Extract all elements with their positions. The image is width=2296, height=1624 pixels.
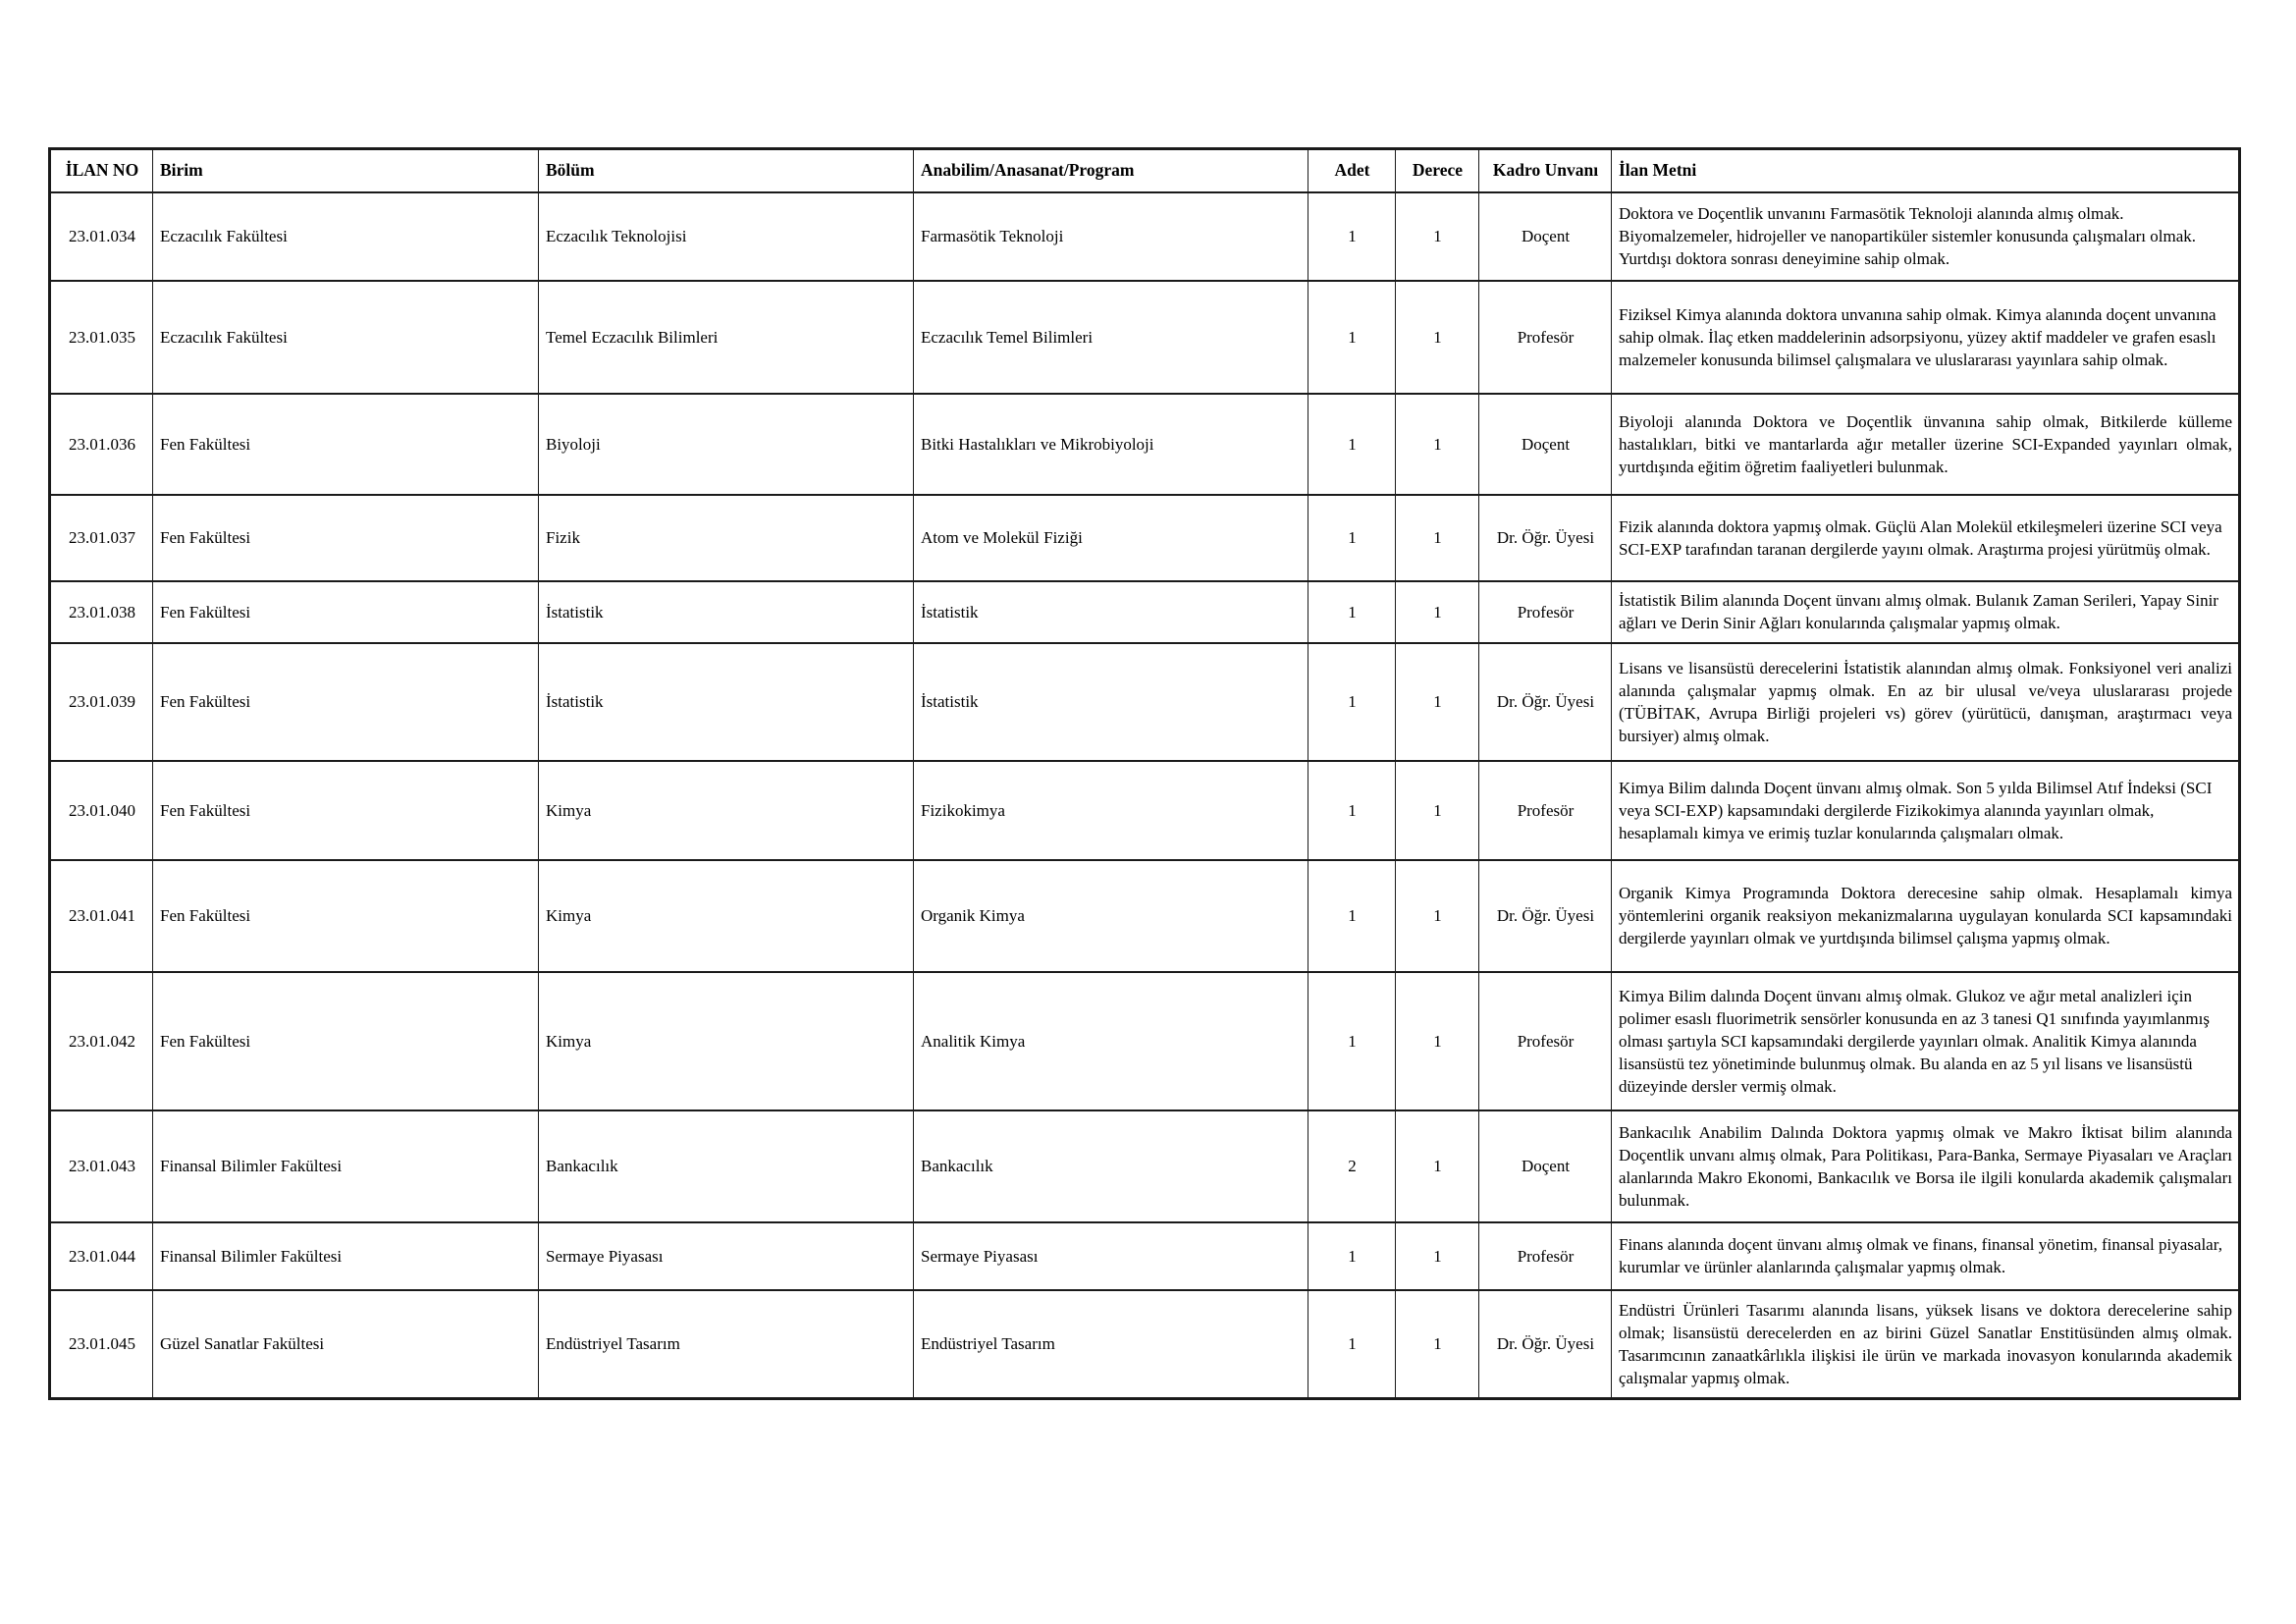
cell-ilan-no: 23.01.034 (50, 192, 153, 281)
cell-kadro: Doçent (1479, 192, 1612, 281)
cell-birim: Fen Fakültesi (153, 972, 539, 1110)
cell-derece: 1 (1396, 581, 1479, 643)
cell-kadro: Dr. Öğr. Üyesi (1479, 643, 1612, 761)
cell-derece: 1 (1396, 643, 1479, 761)
cell-bolum: Kimya (539, 860, 914, 972)
cell-adet: 1 (1308, 972, 1396, 1110)
cell-derece: 1 (1396, 394, 1479, 495)
cell-program: Eczacılık Temel Bilimleri (914, 281, 1308, 394)
cell-program: Farmasötik Teknoloji (914, 192, 1308, 281)
cell-bolum: Bankacılık (539, 1110, 914, 1222)
cell-derece: 1 (1396, 860, 1479, 972)
cell-ilan-no: 23.01.042 (50, 972, 153, 1110)
cell-kadro: Profesör (1479, 581, 1612, 643)
cell-kadro: Profesör (1479, 972, 1612, 1110)
table-row (50, 1290, 2240, 1399)
cell-derece: 1 (1396, 495, 1479, 581)
cell-bolum: İstatistik (539, 581, 914, 643)
cell-bolum: Temel Eczacılık Bilimleri (539, 281, 914, 394)
cell-bolum: Fizik (539, 495, 914, 581)
cell-ilan-no: 23.01.036 (50, 394, 153, 495)
cell-program: Atom ve Molekül Fiziği (914, 495, 1308, 581)
cell-birim: Fen Fakültesi (153, 495, 539, 581)
cell-birim: Eczacılık Fakültesi (153, 192, 539, 281)
cell-birim: Fen Fakültesi (153, 643, 539, 761)
cell-kadro: Profesör (1479, 761, 1612, 860)
header-bolum: Bölüm (539, 149, 914, 192)
cell-kadro: Doçent (1479, 1110, 1612, 1222)
cell-program: İstatistik (914, 643, 1308, 761)
cell-birim: Finansal Bilimler Fakültesi (153, 1222, 539, 1290)
table-row (50, 495, 2240, 581)
header-ilan-no: İLAN NO (50, 149, 153, 192)
header-kadro: Kadro Unvanı (1479, 149, 1612, 192)
header-program: Anabilim/Anasanat/Program (914, 149, 1308, 192)
cell-program: Sermaye Piyasası (914, 1222, 1308, 1290)
cell-bolum: Kimya (539, 972, 914, 1110)
cell-derece: 1 (1396, 1290, 1479, 1399)
cell-birim: Fen Fakültesi (153, 761, 539, 860)
cell-adet: 1 (1308, 1290, 1396, 1399)
cell-birim: Fen Fakültesi (153, 860, 539, 972)
cell-metin: Endüstri Ürünleri Tasarımı alanında lisans, yüksek lisans ve doktora derecelerine sahip olmak; lisansüstü derecelerden en az birini Güzel Sanatlar Enstitüsünden almış olmak. Tasarımcının zanaatkârlıkla ilişkisi ile ürün ve markada inovasyon konularında akademik çalışmalar yapmış olmak. (1612, 1290, 2240, 1399)
header-row (50, 149, 2240, 192)
header-metin: İlan Metni (1612, 149, 2240, 192)
cell-birim: Fen Fakültesi (153, 394, 539, 495)
cell-bolum: Eczacılık Teknolojisi (539, 192, 914, 281)
table-row (50, 972, 2240, 1110)
cell-adet: 1 (1308, 581, 1396, 643)
table-row (50, 643, 2240, 761)
cell-adet: 1 (1308, 394, 1396, 495)
cell-ilan-no: 23.01.044 (50, 1222, 153, 1290)
table-row (50, 1222, 2240, 1290)
cell-adet: 1 (1308, 761, 1396, 860)
cell-program: Analitik Kimya (914, 972, 1308, 1110)
table-row (50, 281, 2240, 394)
table-row (50, 192, 2240, 281)
cell-adet: 1 (1308, 1222, 1396, 1290)
cell-adet: 1 (1308, 192, 1396, 281)
table-row (50, 860, 2240, 972)
header-birim: Birim (153, 149, 539, 192)
cell-metin: Kimya Bilim dalında Doçent ünvanı almış olmak. Son 5 yılda Bilimsel Atıf İndeksi (SCI veya SCI-EXP) kapsamındaki dergilerde Fizikokimya alanında yayınları olmak, hesaplamalı kimya ve erimiş tuzlar konularında çalışmaları olmak. (1612, 761, 2240, 860)
cell-ilan-no: 23.01.035 (50, 281, 153, 394)
cell-program: Bitki Hastalıkları ve Mikrobiyoloji (914, 394, 1308, 495)
cell-adet: 1 (1308, 860, 1396, 972)
cell-birim: Fen Fakültesi (153, 581, 539, 643)
cell-metin: Lisans ve lisansüstü derecelerini İstatistik alanından almış olmak. Fonksiyonel veri analizi alanında çalışmalar yapmış olmak. En az bir ulusal ve/veya uluslararası projede (TÜBİTAK, Avrupa Birliği projeleri vs) görev (yürütücü, danışman, araştırmacı veya bursiyer) almış olmak. (1612, 643, 2240, 761)
cell-ilan-no: 23.01.041 (50, 860, 153, 972)
cell-birim: Eczacılık Fakültesi (153, 281, 539, 394)
cell-ilan-no: 23.01.045 (50, 1290, 153, 1399)
cell-metin: Bankacılık Anabilim Dalında Doktora yapmış olmak ve Makro İktisat bilim alanında Doçentlik unvanı almış olmak, Para Politikası, Para-Banka, Sermaye Piyasaları ve Araçları alanlarında Makro Ekonomi, Bankacılık ve Borsa ile ilgili konularda akademik çalışmaları bulunmak. (1612, 1110, 2240, 1222)
cell-program: Fizikokimya (914, 761, 1308, 860)
cell-derece: 1 (1396, 1110, 1479, 1222)
cell-adet: 1 (1308, 281, 1396, 394)
cell-ilan-no: 23.01.038 (50, 581, 153, 643)
cell-metin: Fizik alanında doktora yapmış olmak. Güçlü Alan Molekül etkileşmeleri üzerine SCI veya SCI-EXP tarafından taranan dergilerde yayını olmak. Araştırma projesi yürütmüş olmak. (1612, 495, 2240, 581)
table-row (50, 1110, 2240, 1222)
cell-ilan-no: 23.01.039 (50, 643, 153, 761)
cell-metin: Organik Kimya Programında Doktora derecesine sahip olmak. Hesaplamalı kimya yöntemlerini organik reaksiyon mekanizmalarına uygulayan konularda SCI kapsamındaki dergilerde yayınları olmak ve yurtdışında bilimsel çalışma yapmış olmak. (1612, 860, 2240, 972)
cell-derece: 1 (1396, 281, 1479, 394)
cell-derece: 1 (1396, 1222, 1479, 1290)
cell-bolum: Endüstriyel Tasarım (539, 1290, 914, 1399)
cell-birim: Güzel Sanatlar Fakültesi (153, 1290, 539, 1399)
cell-program: Bankacılık (914, 1110, 1308, 1222)
cell-derece: 1 (1396, 761, 1479, 860)
cell-derece: 1 (1396, 972, 1479, 1110)
cell-program: İstatistik (914, 581, 1308, 643)
cell-ilan-no: 23.01.040 (50, 761, 153, 860)
cell-kadro: Doçent (1479, 394, 1612, 495)
cell-kadro: Dr. Öğr. Üyesi (1479, 495, 1612, 581)
cell-kadro: Profesör (1479, 281, 1612, 394)
cell-adet: 2 (1308, 1110, 1396, 1222)
cell-birim: Finansal Bilimler Fakültesi (153, 1110, 539, 1222)
header-adet: Adet (1308, 149, 1396, 192)
table-row (50, 394, 2240, 495)
cell-metin: Kimya Bilim dalında Doçent ünvanı almış olmak. Glukoz ve ağır metal analizleri için polimer esaslı fluorimetrik sensörler konusunda en az 3 tanesi Q1 sınıfında yayımlanmış olması şartıyla SCI kapsamındaki dergilerde yayınları olmak. Analitik Kimya alanında lisansüstü tez yönetiminde bulunmuş olmak. Bu alanda en az 5 yıl lisans ve lisansüstü düzeyinde dersler vermiş olmak. (1612, 972, 2240, 1110)
cell-bolum: Kimya (539, 761, 914, 860)
cell-ilan-no: 23.01.037 (50, 495, 153, 581)
header-derece: Derece (1396, 149, 1479, 192)
job-postings-table (48, 147, 2241, 1400)
cell-derece: 1 (1396, 192, 1479, 281)
cell-bolum: İstatistik (539, 643, 914, 761)
cell-metin: Fiziksel Kimya alanında doktora unvanına sahip olmak. Kimya alanında doçent unvanına sahip olmak. İlaç etken maddelerinin adsorpsiyonu, yüzey aktif maddeler ve grafen esaslı malzemeler konusunda bilimsel çalışmalara ve uluslararası yayınlara sahip olmak. (1612, 281, 2240, 394)
cell-adet: 1 (1308, 495, 1396, 581)
cell-bolum: Biyoloji (539, 394, 914, 495)
cell-metin: İstatistik Bilim alanında Doçent ünvanı almış olmak. Bulanık Zaman Serileri, Yapay Sinir ağları ve Derin Sinir Ağları konularında çalışmalar yapmış olmak. (1612, 581, 2240, 643)
cell-program: Organik Kimya (914, 860, 1308, 972)
cell-metin: Biyoloji alanında Doktora ve Doçentlik ünvanına sahip olmak, Bitkilerde külleme hastalıkları, bitki ve mantarlarda ağır metaller üzerine SCI-Expanded yayınları olmak, yurtdışında eğitim öğretim faaliyetleri bulunmak. (1612, 394, 2240, 495)
cell-adet: 1 (1308, 643, 1396, 761)
table-body (50, 192, 2240, 1399)
cell-kadro: Profesör (1479, 1222, 1612, 1290)
table-row (50, 581, 2240, 643)
table-row (50, 761, 2240, 860)
cell-kadro: Dr. Öğr. Üyesi (1479, 860, 1612, 972)
cell-metin: Doktora ve Doçentlik unvanını Farmasötik Teknoloji alanında almış olmak. Biyomalzemeler, hidrojeller ve nanopartiküler sistemler konusunda çalışmaları olmak. Yurtdışı doktora sonrası deneyimine sahip olmak. (1612, 192, 2240, 281)
cell-bolum: Sermaye Piyasası (539, 1222, 914, 1290)
cell-metin: Finans alanında doçent ünvanı almış olmak ve finans, finansal yönetim, finansal piyasalar, kurumlar ve ürünler alanlarında çalışmalar yapmış olmak. (1612, 1222, 2240, 1290)
cell-kadro: Dr. Öğr. Üyesi (1479, 1290, 1612, 1399)
cell-program: Endüstriyel Tasarım (914, 1290, 1308, 1399)
cell-ilan-no: 23.01.043 (50, 1110, 153, 1222)
